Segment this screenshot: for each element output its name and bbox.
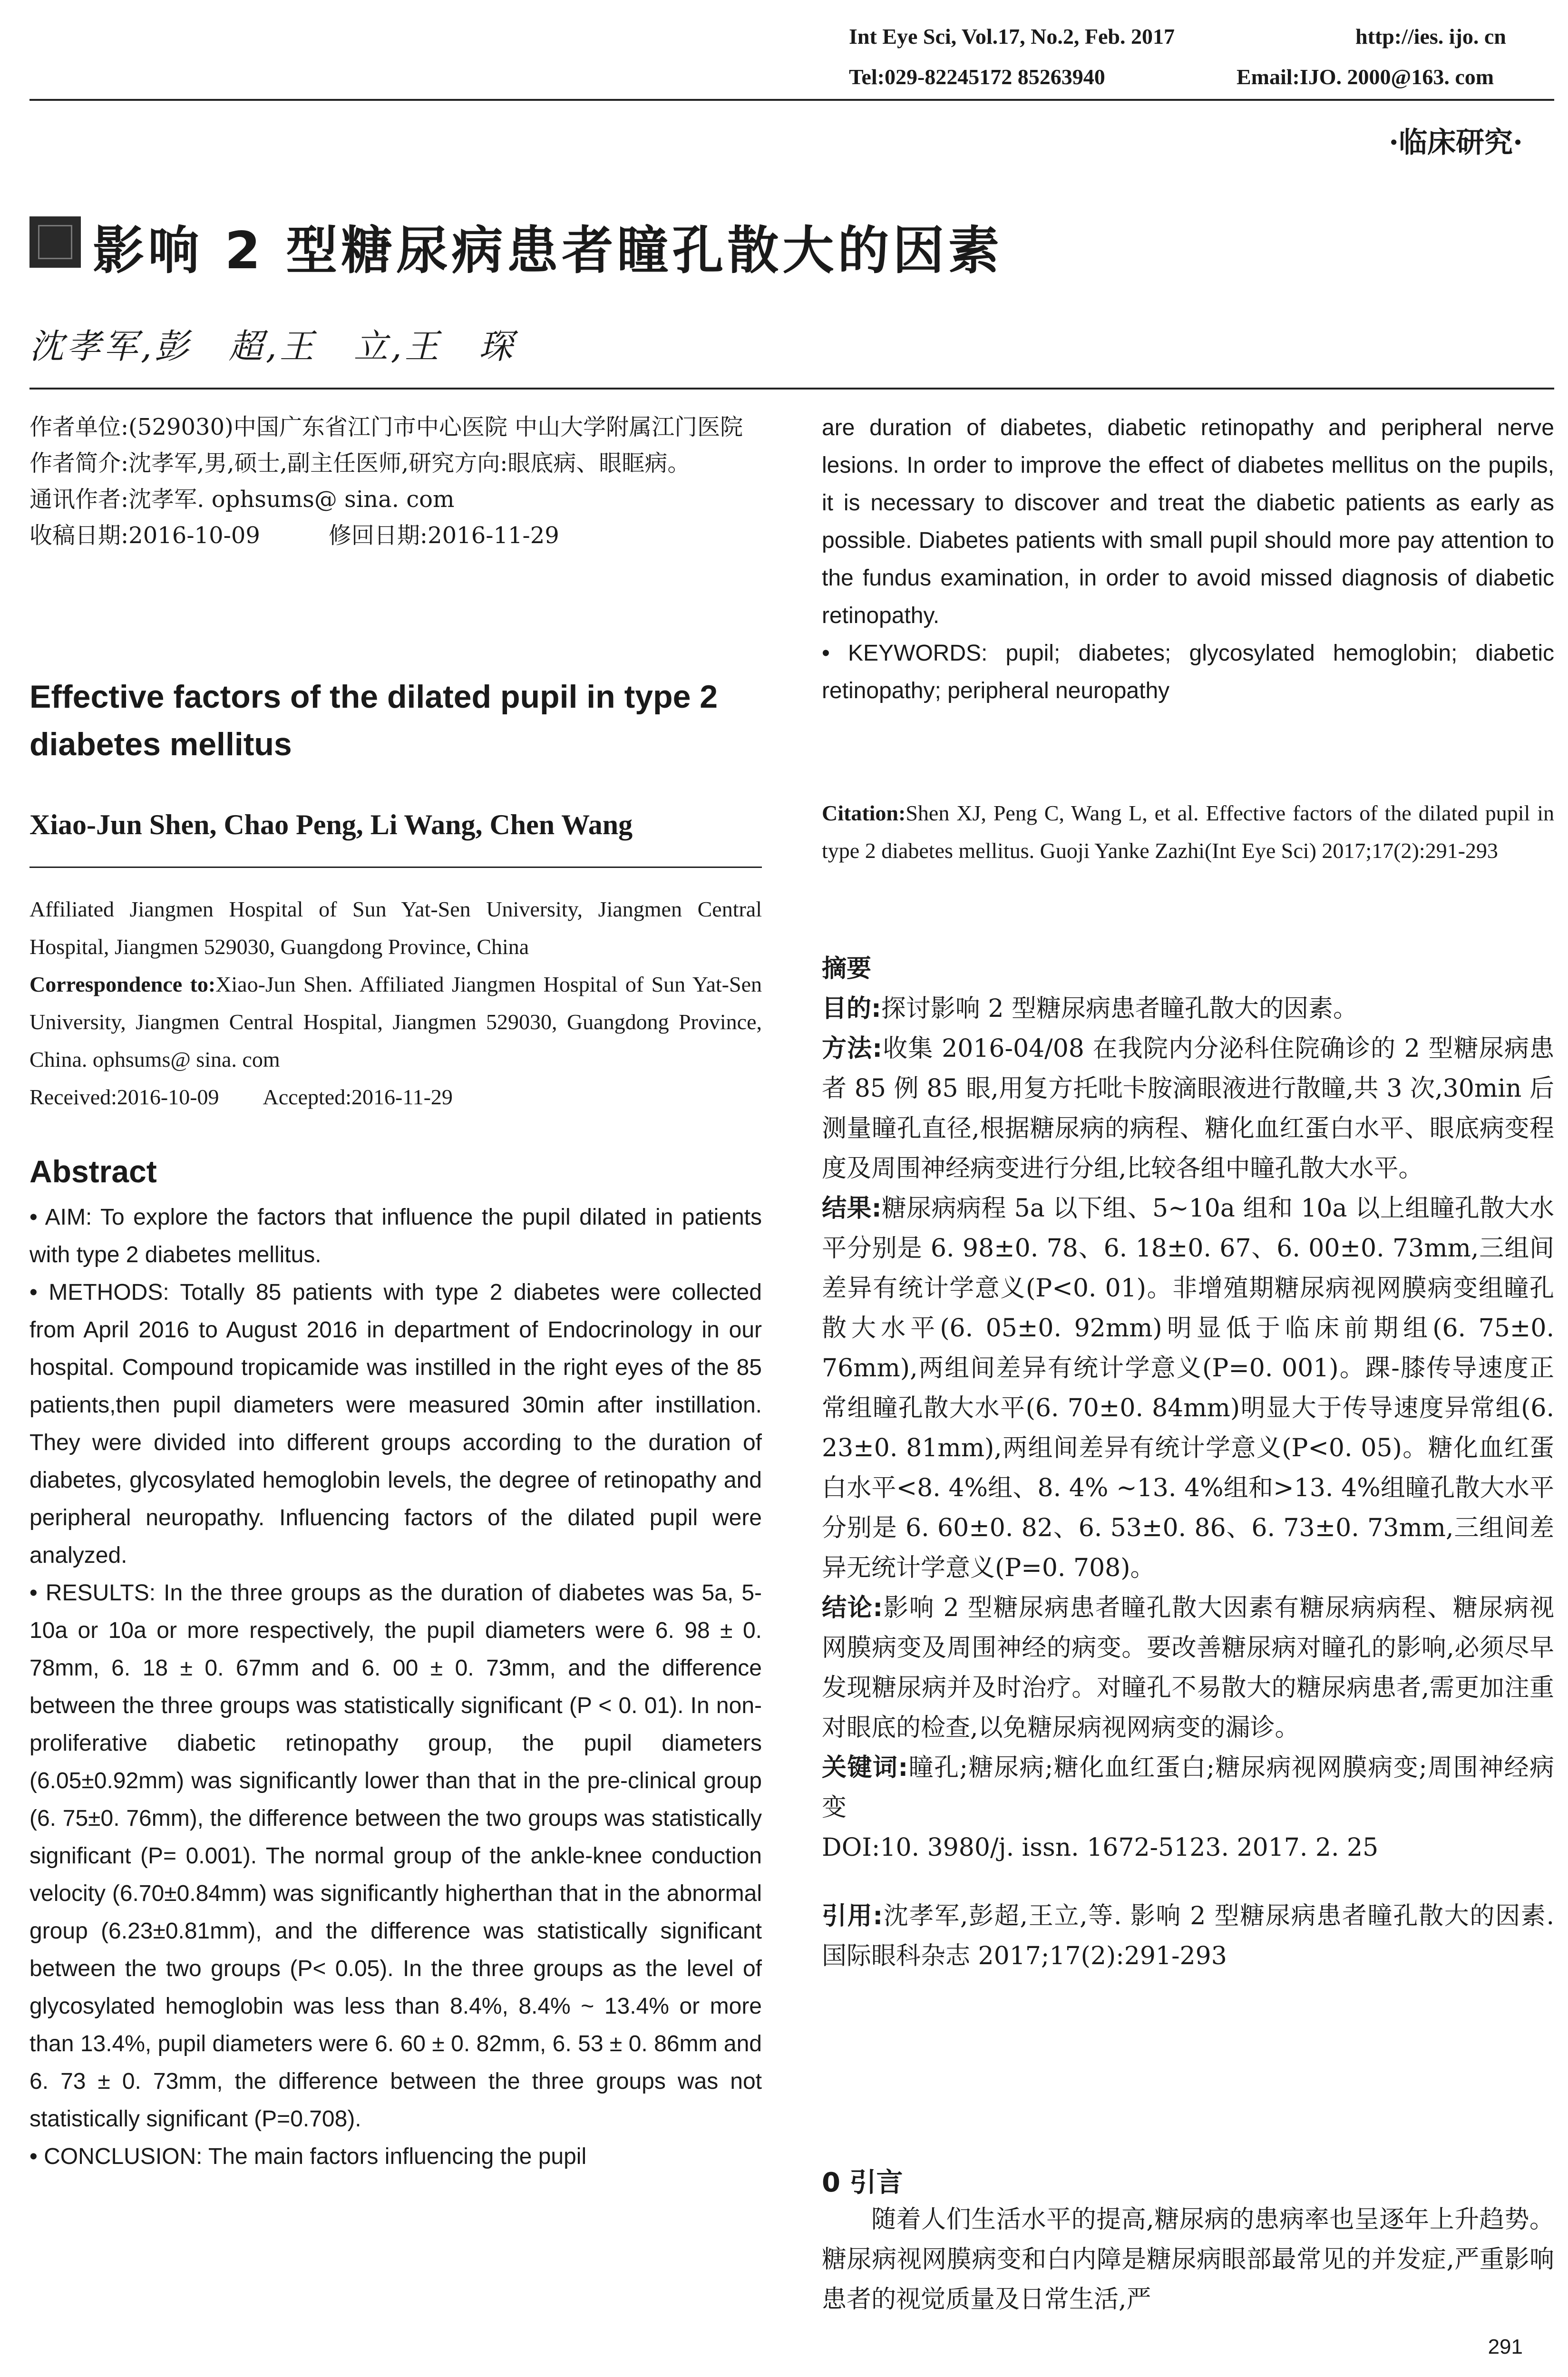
author-info-block bbox=[29, 409, 762, 554]
citation-label: Citation: bbox=[822, 801, 906, 825]
english-title: Effective factors of the dilated pupil in type 2 diabetes mellitus bbox=[29, 679, 718, 762]
chinese-conclusion bbox=[822, 1588, 1554, 1748]
author-affiliation: 作者单位:(529030)中国广东省江门市中心医院 中山大学附属江门医院 bbox=[29, 414, 743, 440]
english-dates: Received:2016-10-09 Accepted:2016-11-29 bbox=[29, 1085, 453, 1109]
abstract-keywords: • KEYWORDS: pupil; diabetes; glycosylated hemoglobin; diabetic retinopathy; peripheral neuropathy bbox=[822, 641, 1554, 703]
chinese-abstract-heading: 摘要 bbox=[822, 955, 872, 983]
abstract-methods: • METHODS: Totally 85 patients with type 2 diabetes were collected from April 2016 to August 2016 in department of Endocrinology in our hospital. Compound tropicamide was instilled in the right eyes of the 85 patients,then pupil diameters were measured 30min after instillation. They were divided into different groups according to the duration of diabetes, glycosylated hemoglobin levels, the degree of retinopathy and peripheral neuropathy. Influencing factors of the dilated pupil were analyzed. bbox=[29, 1280, 762, 1568]
journal-email[interactable]: Email:IJO. 2000@163. com bbox=[1237, 65, 1494, 89]
article-title: 影响 2 型糖尿病患者瞳孔散大的因素 bbox=[93, 221, 1003, 281]
chinese-results bbox=[822, 1188, 1554, 1588]
chinese-results-label: 结果: bbox=[822, 1194, 882, 1223]
doi: DOI:10. 3980/j. issn. 1672-5123. 2017. 2. 25 bbox=[822, 1833, 1379, 1862]
citation-text: Shen XJ, Peng C, Wang L, et al. Effective factors of the dilated pupil in type 2 diabetes mellitus. Guoji Yanke Zazhi(Int Eye Sci) 2017;17(2):291-293 bbox=[822, 801, 1554, 863]
chinese-citation-label: 引用: bbox=[822, 1902, 883, 1930]
chinese-keywords bbox=[822, 1748, 1554, 1828]
chinese-methods-label: 方法: bbox=[822, 1034, 883, 1063]
chinese-methods-text: 收集 2016-04/08 在我院内分泌科住院确诊的 2 型糖尿病患者 85 例 85 眼,用复方托吡卡胺滴眼液进行散瞳,共 3 次,30min 后测量瞳孔直径,根据糖尿病的病程、糖化血红蛋白水平、眼底病变程度及周围神经病变进行分组,比较各组中瞳孔散大水平。 bbox=[822, 1034, 1555, 1183]
chinese-citation-text: 沈孝军,彭超,王立,等. 影响 2 型糖尿病患者瞳孔散大的因素. 国际眼科杂志 2017;17(2):291-293 bbox=[822, 1902, 1554, 1970]
title-rule bbox=[29, 388, 1554, 390]
abstract-conclusion-start: • CONCLUSION: The main factors influencing the pupil bbox=[29, 2144, 587, 2169]
header-rule bbox=[29, 99, 1554, 101]
english-abstract-body bbox=[29, 1198, 762, 2175]
chinese-conclusion-label: 结论: bbox=[822, 1594, 883, 1622]
chinese-aim-label: 目的: bbox=[822, 994, 881, 1023]
journal-url[interactable]: http://ies. ijo. cn bbox=[1355, 24, 1506, 49]
citation-block bbox=[822, 794, 1554, 869]
english-authors-rule bbox=[29, 867, 762, 868]
chinese-results-text: 糖尿病病程 5a 以下组、5~10a 组和 10a 以上组瞳孔散大水平分别是 6. 98±0. 78、6. 18±0. 67、6. 00±0. 73mm,三组间差异有统计学意义(P<0. 01)。非增殖期糖尿病视网膜病变组瞳孔散大水平(6. 05±0. 92mm)明显低于临床前期组(6. 75±0. 76mm),两组间差异有统计学意义(P=0. 001)。踝-膝传导速度正常组瞳孔散大水平(6. 70±0. 84mm)明显大于传导速度异常组(6. 23±0. 81mm),两组间差异有统计学意义(P<0. 05)。糖化血红蛋白水平<8. 4%组、8. 4% ~13. 4%组和>13. 4%组瞳孔散大水平分别是 6. 60±0. 82、6. 53±0. 86、6. 73±0. 73mm,三组间差异无统计学意义(P=0. 708)。 bbox=[822, 1194, 1554, 1582]
journal-tel: Tel:029-82245172 85263940 bbox=[849, 65, 1105, 89]
intro-heading: 0 引言 bbox=[822, 2167, 903, 2198]
chinese-methods bbox=[822, 1029, 1554, 1188]
article-category: ·临床研究· bbox=[1389, 126, 1523, 159]
english-correspondence bbox=[29, 965, 762, 1078]
title-initial-box bbox=[29, 216, 81, 268]
corresponding-author: 通讯作者:沈孝军. ophsums@ sina. com bbox=[29, 486, 455, 513]
intro-text: 随着人们生活水平的提高,糖尿病的患病率也呈逐年上升趋势。糖尿病视网膜病变和白内障是糖尿病眼部最常见的并发症,严重影响患者的视觉质量及日常生活,严 bbox=[822, 2205, 1554, 2314]
authors-chinese: 沈孝军,彭 超,王 立,王 琛 bbox=[29, 326, 516, 366]
page-number: 291 bbox=[1488, 2335, 1523, 2358]
english-abstract-continued bbox=[822, 409, 1554, 710]
abstract-results: • RESULTS: In the three groups as the duration of diabetes was 5a, 5-10a or 10a or more respectively, the pupil diameters were 6. 98 ± 0. 78mm, 6. 18 ± 0. 67mm and 6. 00 ± 0. 73mm, and the difference between the three groups was statistically significant (P < 0. 01). In non-proliferative diabetic retinopathy group, the pupil diameters (6.05±0.92mm) was significantly lower than that in the pre-clinical group (6. 75±0. 76mm), the difference between the two groups was statistically significant (P= 0.001). The normal group of the ankle-knee conduction velocity (6.70±0.84mm) was significantly higherthan that in the abnormal group (6.23±0.81mm), and the difference was statistically significant between the two groups (P< 0.05). In the three groups as the level of glycosylated hemoglobin was less than 8.4%, 8.4% ~ 13.4% or more than 13.4%, pupil diameters were 6. 60 ± 0. 82mm, 6. 53 ± 0. 86mm and 6. 73 ± 0. 73mm, the difference between the three groups was not statistically significant (P=0.708). bbox=[29, 1580, 762, 2132]
english-affiliation: Affiliated Jiangmen Hospital of Sun Yat-Sen University, Jiangmen Central Hospital, Jiangmen 529030, Guangdong Province, China bbox=[29, 897, 762, 959]
abstract-conclusion-end: are duration of diabetes, diabetic retinopathy and peripheral nerve lesions. In order to improve the effect of diabetes mellitus on the pupils, it is necessary to discover and treat the diabetic patients as early as possible. Diabetes patients with small pupil should more pay attention to the fundus examination, in order to avoid missed diagnosis of diabetic retinopathy. bbox=[822, 415, 1554, 628]
chinese-aim bbox=[822, 989, 1554, 1029]
author-bio: 作者简介:沈孝军,男,硕士,副主任医师,研究方向:眼底病、眼眶病。 bbox=[29, 450, 691, 477]
chinese-citation bbox=[822, 1896, 1554, 1976]
received-dates: 收稿日期:2016-10-09 修回日期:2016-11-29 bbox=[29, 522, 559, 549]
english-affiliation-block bbox=[29, 890, 762, 1116]
chinese-abstract bbox=[822, 949, 1554, 1976]
correspondence-text: Xiao-Jun Shen. Affiliated Jiangmen Hospital of Sun Yat-Sen University, Jiangmen Central Hospital, Jiangmen 529030, Guangdong Province, China. ophsums@ sina. com bbox=[29, 972, 762, 1072]
english-authors: Xiao-Jun Shen, Chao Peng, Li Wang, Chen Wang bbox=[29, 809, 633, 840]
chinese-aim-text: 探讨影响 2 型糖尿病患者瞳孔散大的因素。 bbox=[881, 994, 1358, 1023]
journal-info: Int Eye Sci, Vol.17, No.2, Feb. 2017 bbox=[849, 24, 1175, 49]
abstract-heading: Abstract bbox=[29, 1154, 157, 1189]
chinese-keywords-text: 瞳孔;糖尿病;糖化血红蛋白;糖尿病视网膜病变;周围神经病变 bbox=[822, 1754, 1554, 1822]
correspondence-label: Correspondence to: bbox=[29, 972, 216, 996]
chinese-keywords-label: 关键词: bbox=[822, 1754, 908, 1782]
abstract-aim: • AIM: To explore the factors that influence the pupil dilated in patients with type 2 diabetes mellitus. bbox=[29, 1205, 762, 1267]
chinese-conclusion-text: 影响 2 型糖尿病患者瞳孔散大因素有糖尿病病程、糖尿病视网膜病变及周围神经的病变。要改善糖尿病对瞳孔的影响,必须尽早发现糖尿病并及时治疗。对瞳孔不易散大的糖尿病患者,需更加注重对眼底的检查,以免糖尿病视网病变的漏诊。 bbox=[822, 1594, 1554, 1742]
